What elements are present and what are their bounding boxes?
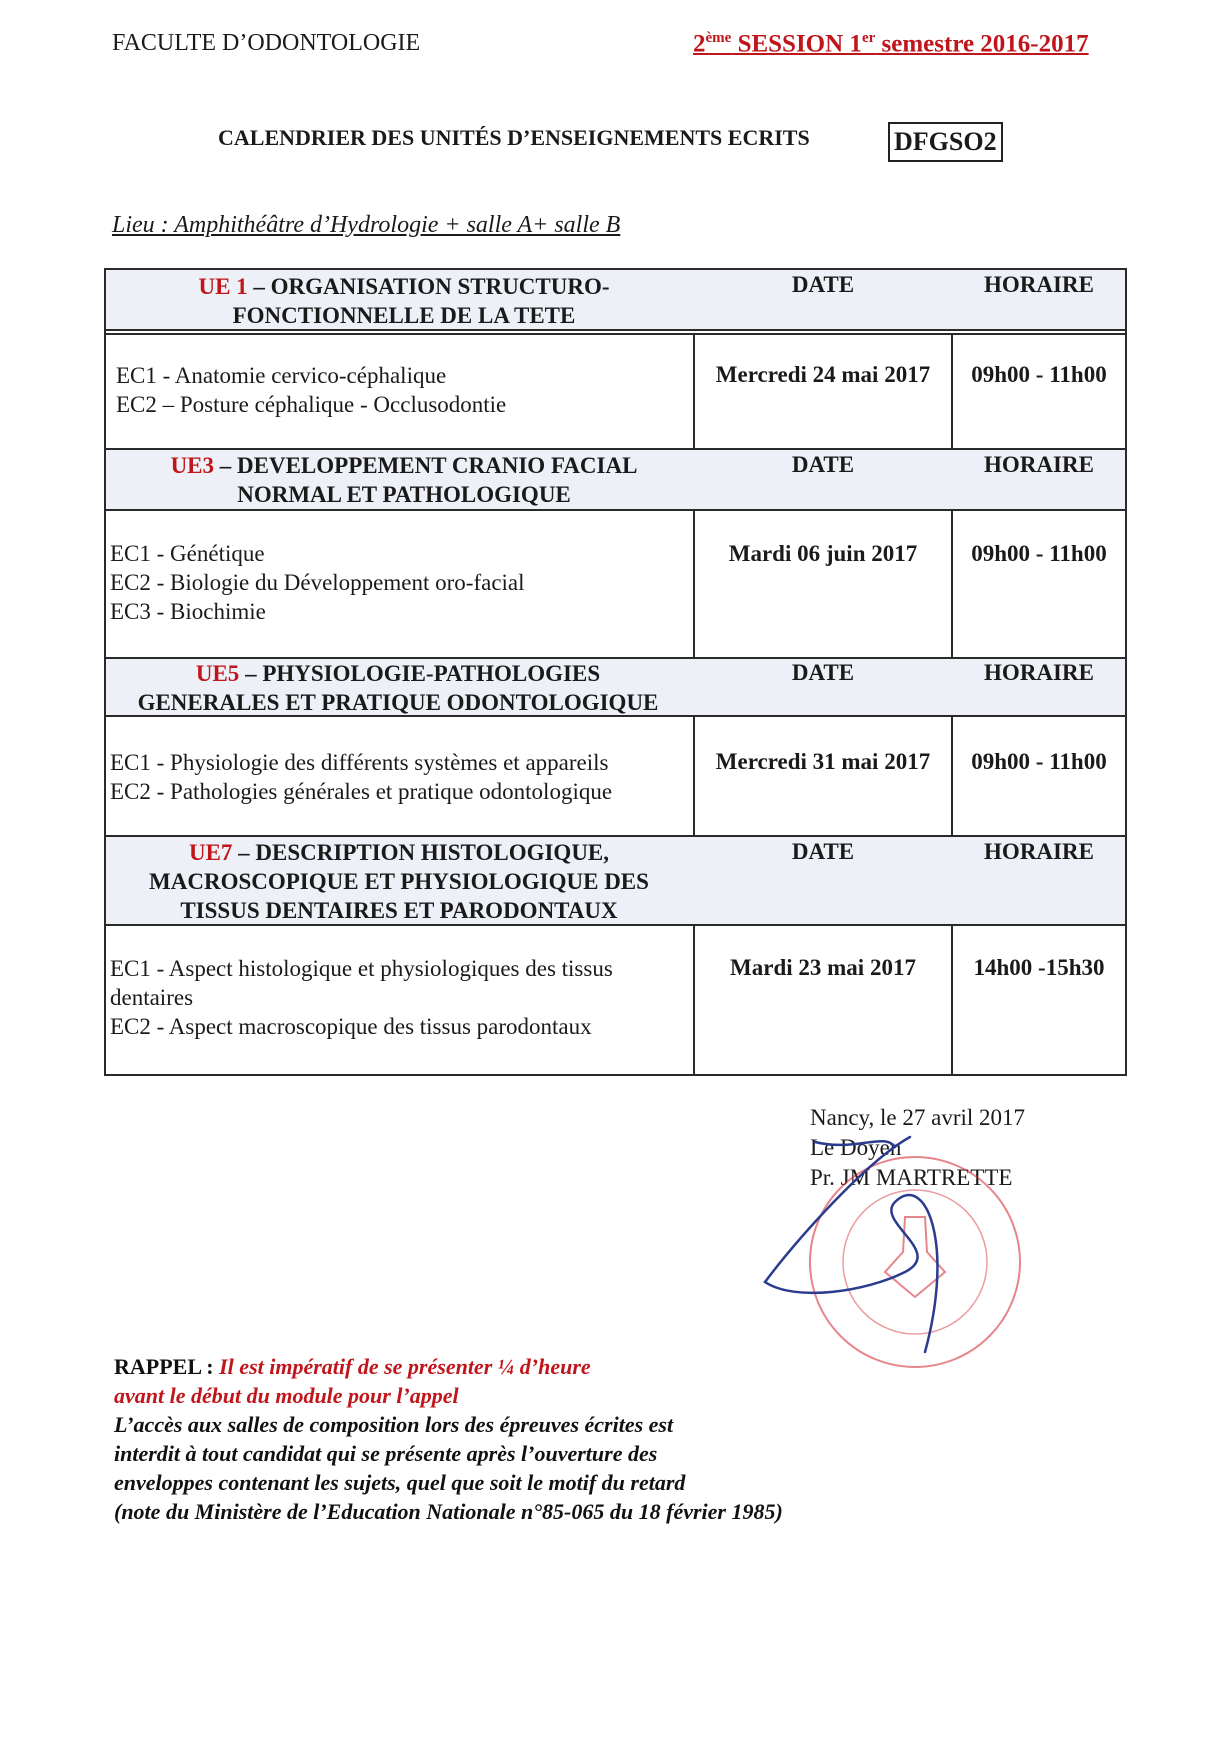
ec-item: EC2 – Posture céphalique - Occlusodontie xyxy=(116,392,507,417)
ue-5-date: Mercredi 31 mai 2017 xyxy=(715,749,931,774)
place-date: Nancy, le 27 avril 2017 xyxy=(810,1105,1026,1130)
ec-item: EC1 - Anatomie cervico-céphalique xyxy=(116,363,447,388)
ue-7-date: Mardi 23 mai 2017 xyxy=(730,955,916,980)
document-title: CALENDRIER DES UNITÉS D’ENSEIGNEMENTS ECRITS xyxy=(218,125,810,150)
ue-5-title: UE5 – PHYSIOLOGIE-PATHOLOGIES GENERALES ET PRATIQUE ODONTOLOGIQUE xyxy=(137,661,659,715)
rappel-note-line: L’accès aux salles de composition lors des épreuves écrites est xyxy=(114,1412,674,1437)
rappel-warning-line: Il est impératif de se présenter ¼ d’heure xyxy=(219,1354,591,1379)
ue-1-time-header: HORAIRE xyxy=(984,272,1094,297)
ue-7-title: UE7 – DESCRIPTION HISTOLOGIQUE, MACROSCOPIQUE ET PHYSIOLOGIQUE DES TISSUS DENTAIRES ET PARODONTAUX xyxy=(149,840,649,923)
ue-3-ec-list xyxy=(110,539,685,626)
rappel-label: RAPPEL : xyxy=(114,1354,220,1379)
ec-item: EC2 - Biologie du Développement oro-facial xyxy=(110,570,525,595)
ec-item: EC3 - Biochimie xyxy=(110,599,266,624)
ec-item: dentaires xyxy=(110,985,194,1010)
ue-3-title: UE3 – DEVELOPPEMENT CRANIO FACIAL NORMAL ET PATHOLOGIQUE xyxy=(170,453,638,507)
rappel-warning-line: avant le début du module pour l’appel xyxy=(114,1383,459,1408)
ue-5-ec-list xyxy=(110,748,690,806)
ue-7-time-header: HORAIRE xyxy=(984,839,1094,864)
handwritten-signature xyxy=(765,1137,937,1352)
ue-1-date: Mercredi 24 mai 2017 xyxy=(715,362,931,387)
ue-3-date-header: DATE xyxy=(791,452,855,477)
official-stamp xyxy=(755,1122,1055,1392)
faculty-name: FACULTE D’ODONTOLOGIE xyxy=(112,30,421,56)
rappel-note-line: enveloppes contenant les sujets, quel que soit le motif du retard xyxy=(114,1470,686,1495)
exam-location: Lieu : Amphithéâtre d’Hydrologie + salle A+ salle B xyxy=(112,212,621,238)
ue-7-ec-list xyxy=(110,954,690,1041)
ec-item: EC1 - Aspect histologique et physiologiques des tissus xyxy=(110,956,613,981)
rappel-note-line: (note du Ministère de l’Education Nationale n°85-065 du 18 février 1985) xyxy=(114,1499,783,1524)
ue-1-ec-list xyxy=(116,361,686,419)
signatory-name: Pr. JM MARTRETTE xyxy=(810,1165,1013,1190)
ec-item: EC2 - Aspect macroscopique des tissus parodontaux xyxy=(110,1014,592,1039)
program-code-box: DFGSO2 xyxy=(888,122,1003,162)
signatory-role: Le Doyen xyxy=(810,1135,902,1160)
ec-item: EC1 - Génétique xyxy=(110,541,265,566)
ue-5-time-header: HORAIRE xyxy=(984,660,1094,685)
ue-1-time: 09h00 - 11h00 xyxy=(971,362,1107,387)
ue-7-time: 14h00 -15h30 xyxy=(973,955,1105,980)
ue-1-code: UE 1 xyxy=(198,274,248,299)
ue-3-time: 09h00 - 11h00 xyxy=(971,541,1107,566)
rappel-note-line: interdit à tout candidat qui se présente après l’ouverture des xyxy=(114,1441,658,1466)
ue-3-code: UE3 xyxy=(170,453,215,478)
ue-1-date-header: DATE xyxy=(791,272,855,297)
exam-schedule-table xyxy=(104,268,1127,1077)
ue-7-date-header: DATE xyxy=(791,839,855,864)
ue-5-time: 09h00 - 11h00 xyxy=(971,749,1107,774)
session-label: 2ème SESSION 1er semestre 2016-2017 xyxy=(693,30,1089,58)
ec-item: EC1 - Physiologie des différents systèmes et appareils xyxy=(110,750,609,775)
ue-5-date-header: DATE xyxy=(791,660,855,685)
rappel-notice xyxy=(114,1352,783,1526)
ue-7-code: UE7 xyxy=(188,840,233,865)
ec-item: EC2 - Pathologies générales et pratique odontologique xyxy=(110,779,613,804)
ue-5-code: UE5 xyxy=(195,661,240,686)
ue-1-title: UE 1 – ORGANISATION STRUCTURO- FONCTIONNELLE DE LA TETE xyxy=(198,274,610,328)
ue-3-time-header: HORAIRE xyxy=(984,452,1094,477)
ue-3-date: Mardi 06 juin 2017 xyxy=(728,541,918,566)
